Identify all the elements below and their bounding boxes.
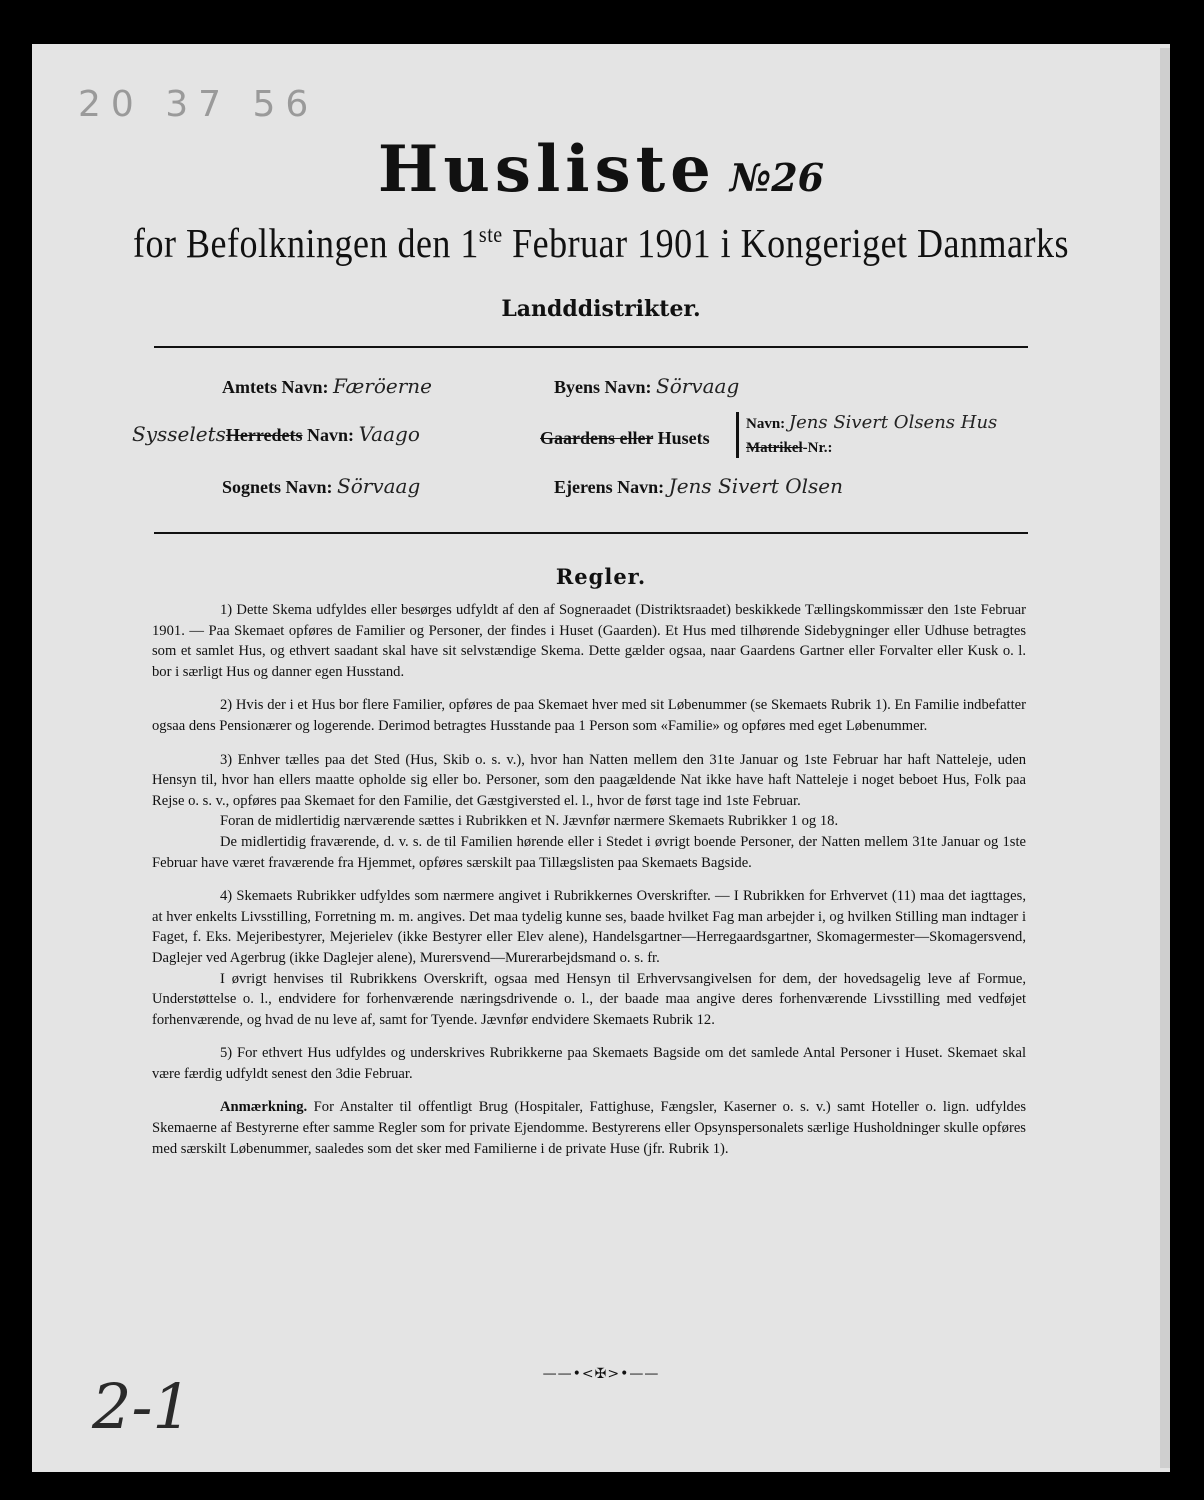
amtets-value: Færöerne xyxy=(332,374,433,398)
matrikel-struck: Matrikel xyxy=(746,440,803,456)
title-text: Husliste xyxy=(377,132,716,207)
byens-label: Byens Navn: xyxy=(554,377,652,397)
form-number: №26 xyxy=(729,155,825,200)
bottom-divider xyxy=(154,532,1028,534)
form-subtitle xyxy=(32,219,1170,267)
husets-navn-field xyxy=(746,412,997,433)
matrikel-field xyxy=(746,440,833,457)
amtets-field xyxy=(222,374,432,398)
matrikel-label: -Nr.: xyxy=(802,440,833,456)
remark-text: For Anstalter til offentligt Brug (Hospitaler, Fattighuse, Fængsler, Kaserner o. s. v.) samt Hoteller o. lign. udfyldes Skemaerne af Bestyrerne efter samme Regler som for private Ejendomme. Bestyrerens eller Opsynspersonalets særlige Husholdninger skulle opføres med særskilt Løbenummer, saaledes som det sker med Familierne i de private Huse (jfr. Rubrik 1). xyxy=(152,1099,1026,1157)
rule-2: 2) Hvis der i et Hus bor flere Familier, opføres de paa Skemaet hver med sit Løbenummer (se Skemaets Rubrik 1). En Familie indbefatter ogsaa dens Pensionærer og logerende. Derimod betragtes Husstande paa 1 Person som «Familie» og opføres med eget Løbenummer. xyxy=(152,697,1026,734)
rules-body xyxy=(152,600,1026,1172)
remark xyxy=(152,1097,1026,1159)
husets-field xyxy=(540,428,710,449)
sognets-label: Sognets Navn: xyxy=(222,477,333,497)
herredets-value: Vaago xyxy=(358,422,420,446)
brace xyxy=(736,412,739,458)
husets-label: Husets xyxy=(657,428,710,448)
rule-1: 1) Dette Skema udfyldes eller besørges udfyldt af den af Sogneraadet (Distriktsraadet) beskikkede Tællingskommissær den 1ste Februar 1901. — Paa Skemaet opføres de Familier og Personer, der findes i Huset (Gaarden). Et Hus med tilhørende Sidebygninger eller Udhuse betragtes som et samlet Hus, og ethvert saadant skal have sit selvstændige Skema. Dette gælder ogsaa, naar Gaardens Gartner eller Forvalter eller Kusk o. l. bor i særligt Hus og danner egen Husstand. xyxy=(152,602,1026,680)
herredets-label: Navn: xyxy=(307,425,355,445)
subtitle-sup: ste xyxy=(478,222,503,248)
sheet-edge xyxy=(1160,48,1170,1468)
herredets-field xyxy=(132,422,420,446)
top-divider xyxy=(154,346,1028,348)
husets-navn-label: Navn: xyxy=(746,416,786,432)
gaardens-struck: Gaardens eller xyxy=(540,428,654,448)
rules-heading: Regler. xyxy=(555,564,647,589)
rule-4b: I øvrigt henvises til Rubrikkens Overskrift, ogsaa med Hensyn til Erhvervsangivelsen for dem, der hovedsagelig leve af Formue, Understøttelse o. l., endvidere for forhenværende næringsdrivende o. l., der baade maa angive deres forhenværende Livsstilling med vedføjet forhenværende, og hvad de nu leve af, samt for Tyende. Jævnfør endvidere Skemaets Rubrik 12. xyxy=(152,970,1026,1028)
subtitle-part-1: for Befolkningen den 1 xyxy=(133,220,479,266)
ornament-divider: ——•<✠>•—— xyxy=(542,1366,660,1382)
rule-3: 3) Enhver tælles paa det Sted (Hus, Skib o. s. v.), hvor han Natten mellem den 31te Januar og 1ste Februar har haft Natteleje, uden Hensyn til, hvor han ellers maatte opholde sig eller bo. Personer, som den paagældende Nat ikke have haft Natteleje i noget beboet Hus, Folk paa Rejse o. s. v., opføres paa Skemaet for den Familie, det Gæstgiversted el. l., hvor de først tage ind 1ste Februar. xyxy=(152,751,1026,809)
ejerens-field xyxy=(554,474,843,498)
remark-label: Anmærkning. xyxy=(220,1099,308,1116)
sognets-value: Sörvaag xyxy=(337,474,421,498)
handwritten-mark: 2-1 xyxy=(92,1370,192,1443)
rule-3c: De midlertidig fraværende, d. v. s. de til Familien hørende eller i Stedet i øvrigt boende Personer, der Natten mellem 31te Januar og 1ste Februar have været fraværende fra Hjemmet, opføres særskilt paa Tillægslisten paa Skemaets Bagside. xyxy=(152,833,1026,871)
herredets-label-struck: Herredets xyxy=(225,425,303,445)
sognets-field xyxy=(222,474,420,498)
rule-4: 4) Skemaets Rubrikker udfyldes som nærmere angivet i Rubrikkernes Overskrifter. — I Rubrikken for Erhvervet (11) maa det iagttages, at hver enkelts Livsstilling, Forretning m. m. angives. Det maa tydelig kunne ses, baade hvilket Fag man arbejder i, og hvilken Stilling man indtager i Faget, f. Eks. Mejeribestyrer, Mejerielev (ikke Bestyrer eller Elev alene), Handelsgartner—Herregaardsgartner, Skomagermester—Skomagersvend, Daglejer ved Agerbrug (ikke Daglejer alene), Murersvend—Murerarbejdsmand o. s. fr. xyxy=(152,888,1026,966)
sysselets-handwritten: Sysselets xyxy=(132,422,226,446)
husets-navn-value: Jens Sivert Olsens Hus xyxy=(788,412,998,433)
byens-field xyxy=(554,374,739,398)
pencil-archive-numbers: 20 37 56 xyxy=(78,84,319,125)
rule-3b: Foran de midlertidig nærværende sættes i Rubrikken et N. Jævnfør nærmere Skemaets Rubrikker 1 og 18. xyxy=(220,813,839,830)
district-type: Landddistrikter. xyxy=(501,296,701,322)
amtets-label: Amtets Navn: xyxy=(222,377,329,397)
census-form-sheet xyxy=(32,44,1170,1472)
byens-value: Sörvaag xyxy=(656,374,740,398)
form-title xyxy=(32,132,1170,207)
ejerens-value: Jens Sivert Olsen xyxy=(668,474,843,498)
ejerens-label: Ejerens Navn: xyxy=(554,477,665,497)
subtitle-part-2: Februar 1901 i Kongeriget Danmarks xyxy=(502,220,1069,266)
rule-5: 5) For ethvert Hus udfyldes og underskrives Rubrikkerne paa Skemaets Bagside om det samlede Antal Personer i Huset. Skemaet skal være færdig udfyldt senest den 3die Februar. xyxy=(152,1045,1026,1082)
